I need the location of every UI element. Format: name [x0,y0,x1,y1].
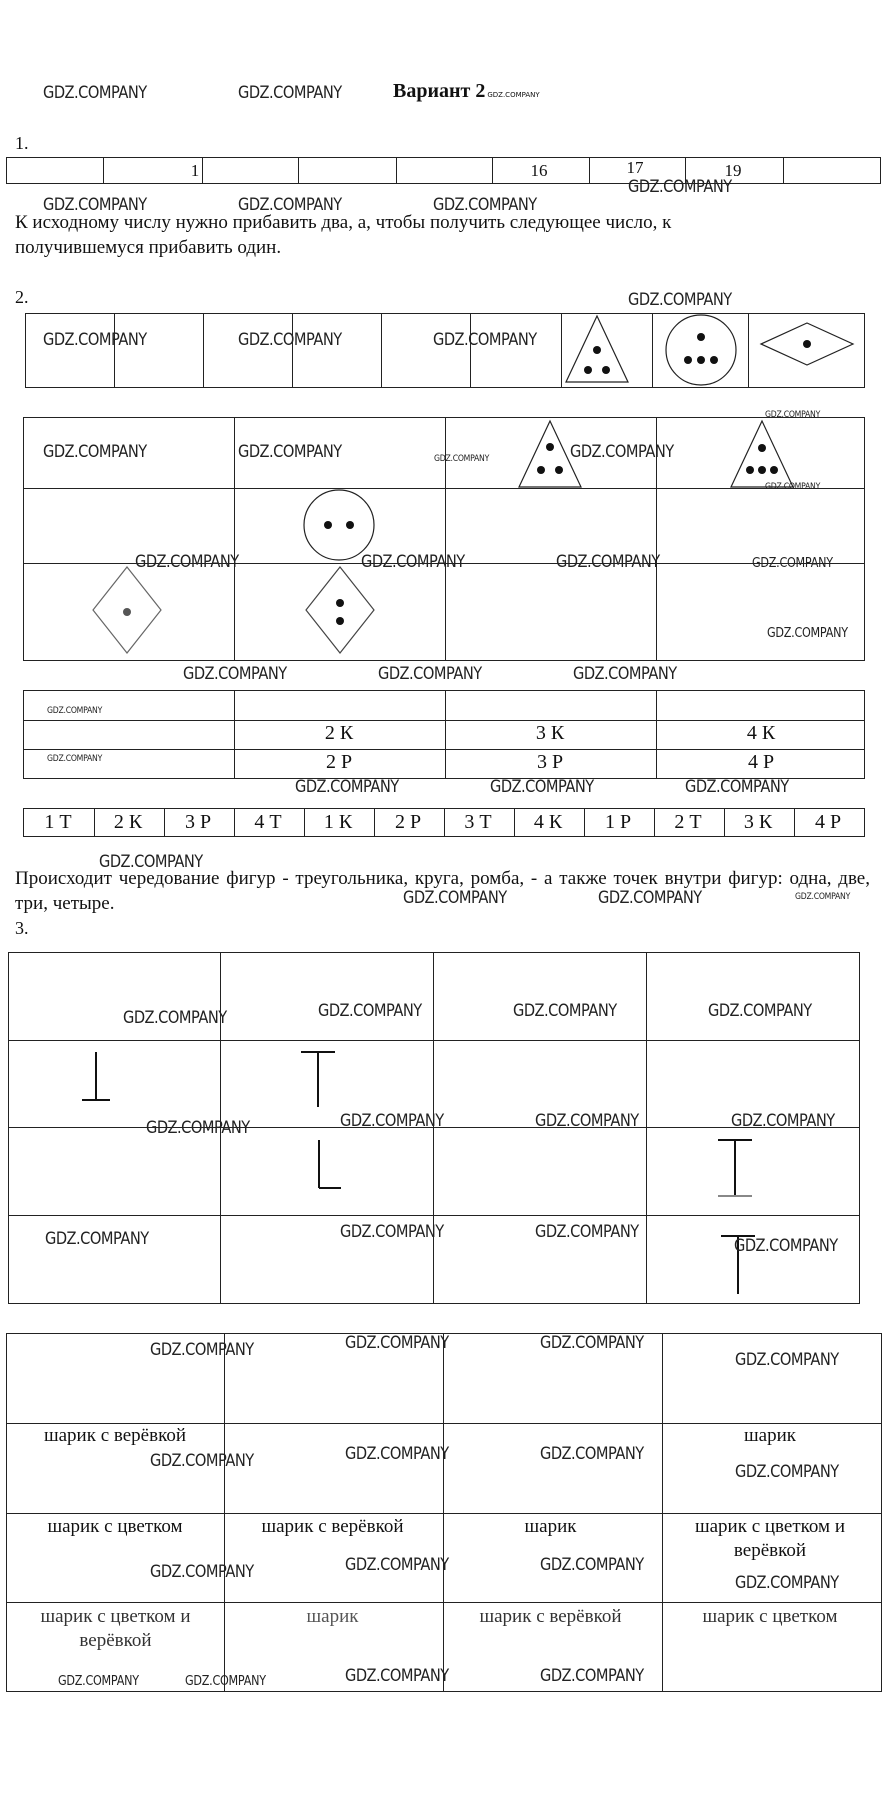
watermark: GDZ.COMPANY [685,777,789,797]
watermark: GDZ.COMPANY [123,1008,227,1028]
task2-table-figures [23,417,865,661]
watermark: GDZ.COMPANY [150,1451,254,1471]
watermark: GDZ.COMPANY [345,1444,449,1464]
watermark: GDZ.COMPANY [434,454,490,464]
sequence-cell: 4 Р [814,811,842,833]
sequence-cell: 3 Т [464,811,492,833]
up-tack-icon [82,1052,110,1100]
watermark: GDZ.COMPANY [345,1666,449,1686]
task4-cell: шарик с верёвкой [261,1516,404,1537]
sequence-cell: 1 К [323,811,353,833]
watermark: GDZ.COMPANY [345,1333,449,1353]
watermark: GDZ.COMPANY [433,330,537,350]
task4-cell: шарик с цветком [47,1516,183,1537]
watermark: GDZ.COMPANY [734,1236,838,1256]
sequence-cell: 2 К [113,811,143,833]
watermark: GDZ.COMPANY [765,410,821,420]
watermark: GDZ.COMPANY [99,852,203,872]
watermark: GDZ.COMPANY [238,330,342,350]
watermark: GDZ.COMPANY [540,1555,644,1575]
circle-two-dots-icon [304,490,374,560]
triangle-three-dots-icon [519,421,581,487]
watermark: GDZ.COMPANY [735,1462,839,1482]
watermark: GDZ.COMPANY [295,777,399,797]
watermark: GDZ.COMPANY [540,1444,644,1464]
watermark: GDZ.COMPANY [361,552,465,572]
watermark: GDZ.COMPANY [540,1333,644,1353]
watermark: GDZ.COMPANY [708,1001,812,1021]
watermark: GDZ.COMPANY [765,482,821,492]
watermark: GDZ.COMPANY [735,1573,839,1593]
watermark: GDZ.COMPANY [378,664,482,684]
watermark: GDZ.COMPANY [43,442,147,462]
sequence-cell: 2 Р [394,811,422,833]
watermark: GDZ.COMPANY [570,442,674,462]
watermark: GDZ.COMPANY [556,552,660,572]
watermark: GDZ.COMPANY [146,1118,250,1138]
table-cell: 4 К [746,722,776,744]
task1-number: 1. [15,133,29,153]
table-cell: 3 Р [536,751,564,773]
watermark: GDZ.COMPANY [540,1666,644,1686]
task4-cell: шарик с верёвкой [43,1425,187,1446]
task2-answer: Происходит чередование фигур - треугольника, круга, ромба, - а также точек внутри фигур: одна, две, три, четыре. [15,868,870,914]
watermark: GDZ.COMPANY [150,1562,254,1582]
watermark: GDZ.COMPANY [513,1001,617,1021]
watermark: GDZ.COMPANY [238,83,342,103]
watermark: GDZ.COMPANY [238,195,342,215]
watermark: GDZ.COMPANY [43,195,147,215]
i-beam-icon [718,1140,752,1196]
task1-cell-17: 17 [626,158,644,177]
watermark: GDZ.COMPANY [433,195,537,215]
watermark: GDZ.COMPANY [573,664,677,684]
task4-cell: шарик [744,1425,796,1446]
watermark: GDZ.COMPANY [238,442,342,462]
watermark: GDZ.COMPANY [795,892,851,902]
task3-number: 3. [15,918,29,938]
watermark: GDZ.COMPANY [58,1674,139,1689]
sequence-cell: 1 Р [604,811,632,833]
watermark: GDZ.COMPANY [47,706,103,716]
watermark: GDZ.COMPANY [43,330,147,350]
diamond-one-dot-icon [93,567,161,653]
watermark: GDZ.COMPANY [628,290,732,310]
circle-four-dots-icon [666,315,736,385]
watermark: GDZ.COMPANY [340,1222,444,1242]
table-cell: 4 Р [747,751,775,773]
sequence-cell: 1 Т [44,811,72,833]
watermark: GDZ.COMPANY [45,1229,149,1249]
sequence-cell: 2 Т [674,811,702,833]
watermark: GDZ.COMPANY [43,83,147,103]
diamond-one-dot-icon [761,323,853,365]
watermark: GDZ.COMPANY [185,1674,266,1689]
task2-pattern-figures [560,315,860,387]
table-cell: 2 К [324,722,354,744]
task4-cell: шарик с верёвкой [479,1606,622,1627]
watermark: GDZ.COMPANY [735,1350,839,1370]
task4-cell: шарик [524,1516,577,1537]
watermark: GDZ.COMPANY [535,1222,639,1242]
watermark: GDZ.COMPANY [135,552,239,572]
triangle-three-dots-icon [566,316,628,382]
sequence-cell: 4 К [533,811,563,833]
task4-cell: шарик [306,1606,359,1627]
diamond-two-dots-icon [306,567,374,653]
sequence-cell: 3 К [743,811,773,833]
watermark: GDZ.COMPANY [183,664,287,684]
watermark: GDZ.COMPANY [403,888,507,908]
sequence-cell: 3 Р [184,811,212,833]
task4-cell: шарик с цветком [702,1606,838,1627]
watermark: GDZ.COMPANY [628,177,732,197]
watermark: GDZ.COMPANY [318,1001,422,1021]
page-title [393,80,540,103]
watermark: GDZ.COMPANY [345,1555,449,1575]
table-cell: 3 К [535,722,565,744]
task1-cell-19: 19 [724,161,742,180]
watermark: GDZ.COMPANY [598,888,702,908]
task4-cell: шарик с цветком и верёвкой [694,1516,845,1561]
table-cell: 2 Р [325,751,353,773]
title-text: Вариант 2 [393,80,486,102]
task2-number: 2. [15,287,29,307]
watermark: GDZ.COMPANY [535,1111,639,1131]
watermark: GDZ.COMPANY [490,777,594,797]
task1-cell-16: 16 [530,161,548,180]
watermark: GDZ.COMPANY [731,1111,835,1131]
task1-answer: К исходному числу нужно прибавить два, а, чтобы получить следующее число, к получившемуся прибавить один. [15,212,672,258]
task1-cell-1: 1 [190,161,200,180]
watermark: GDZ.COMPANY [752,556,833,571]
sequence-cell: 4 Т [254,811,282,833]
watermark: GDZ.COMPANY [340,1111,444,1131]
watermark: GDZ.COMPANY [767,626,848,641]
corner-icon [319,1140,341,1188]
title-watermark: GDZ.COMPANY [487,91,540,99]
down-tack-icon [301,1052,335,1107]
triangle-four-dots-icon [731,421,793,487]
task4-cell: шарик с цветком и верёвкой [40,1606,191,1651]
watermark: GDZ.COMPANY [47,754,103,764]
watermark: GDZ.COMPANY [150,1340,254,1360]
